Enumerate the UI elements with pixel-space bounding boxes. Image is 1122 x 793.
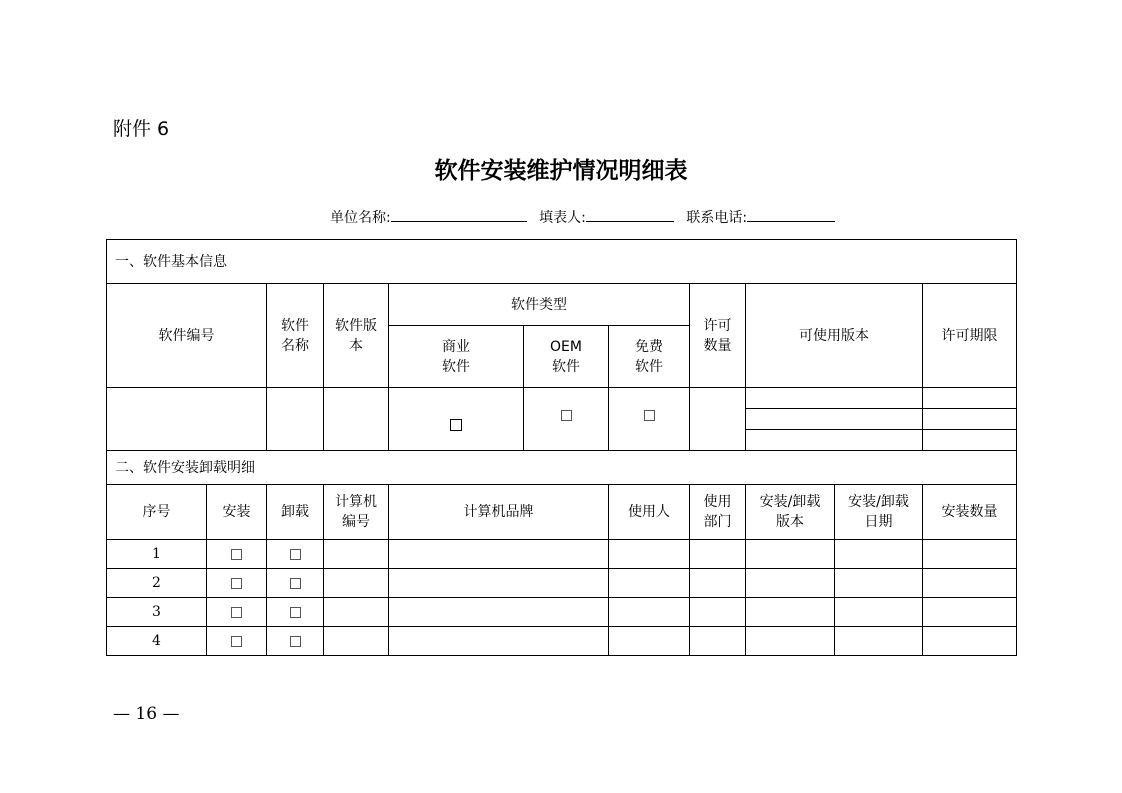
department-text: 使用部门 (703, 494, 732, 530)
cell-install (207, 540, 267, 569)
cell-date[interactable] (835, 569, 923, 598)
commercial-text: 商业软件 (442, 338, 470, 375)
software-version-text: 软件版本 (335, 317, 377, 354)
cell-user[interactable] (609, 627, 690, 656)
cell-computer-no[interactable] (324, 540, 389, 569)
free-checkbox[interactable] (644, 410, 655, 421)
form-info-line (330, 207, 835, 228)
header-computer-brand: 计算机品牌 (389, 485, 609, 540)
section-install-details-label: 二、软件安装卸载明细 (107, 451, 1017, 485)
install-date-text: 安装/卸载日期 (848, 494, 909, 530)
cell-computer-no[interactable] (324, 569, 389, 598)
cell-date[interactable] (835, 627, 923, 656)
cell-computer-brand[interactable] (389, 540, 609, 569)
cell-usable-version-1[interactable] (746, 388, 923, 409)
header-software-name (267, 284, 324, 388)
cell-department[interactable] (690, 627, 746, 656)
header-install: 安装 (207, 485, 267, 540)
software-name-text: 软件名称 (281, 317, 309, 354)
cell-uninstall (267, 569, 324, 598)
cell-commercial (389, 388, 524, 451)
unit-name-label: 单位名称: (330, 210, 391, 226)
uninstall-checkbox[interactable] (290, 549, 301, 560)
cell-version[interactable] (746, 627, 835, 656)
row-seq: 3 (107, 598, 207, 627)
cell-computer-no[interactable] (324, 627, 389, 656)
oem-checkbox[interactable] (561, 410, 572, 421)
header-software-no: 软件编号 (107, 284, 267, 388)
cell-version[interactable] (746, 540, 835, 569)
phone-field[interactable] (747, 207, 835, 222)
cell-uninstall (267, 540, 324, 569)
free-text: 免费软件 (635, 338, 663, 375)
filler-label: 填表人: (539, 210, 586, 226)
cell-department[interactable] (690, 569, 746, 598)
header-oem (524, 326, 609, 388)
cell-free (609, 388, 690, 451)
header-software-version (324, 284, 389, 388)
header-commercial (389, 326, 524, 388)
cell-install (207, 598, 267, 627)
attachment-label: 附件 6 (113, 118, 170, 140)
unit-name-field[interactable] (391, 207, 527, 222)
header-license-qty (690, 284, 746, 388)
cell-usable-version-3[interactable] (746, 430, 923, 451)
cell-department[interactable] (690, 598, 746, 627)
license-qty-text: 许可数量 (703, 317, 732, 354)
cell-user[interactable] (609, 569, 690, 598)
header-install-date (835, 485, 923, 540)
cell-version[interactable] (746, 598, 835, 627)
install-checkbox[interactable] (231, 578, 242, 589)
row-seq: 2 (107, 569, 207, 598)
cell-software-no[interactable] (107, 388, 267, 451)
phone-label: 联系电话: (686, 210, 748, 226)
cell-oem (524, 388, 609, 451)
header-computer-no (324, 485, 389, 540)
page-number: — 16 — (113, 704, 180, 724)
cell-uninstall (267, 598, 324, 627)
cell-computer-brand[interactable] (389, 569, 609, 598)
cell-license-period-2[interactable] (923, 409, 1017, 430)
cell-computer-brand[interactable] (389, 627, 609, 656)
table-row (107, 598, 1017, 627)
cell-version[interactable] (746, 569, 835, 598)
cell-uninstall (267, 627, 324, 656)
cell-install-qty[interactable] (923, 627, 1017, 656)
cell-install-qty[interactable] (923, 569, 1017, 598)
cell-install-qty[interactable] (923, 598, 1017, 627)
cell-software-name[interactable] (267, 388, 324, 451)
header-free (609, 326, 690, 388)
uninstall-checkbox[interactable] (290, 607, 301, 618)
cell-install (207, 627, 267, 656)
header-software-type: 软件类型 (389, 284, 690, 326)
cell-user[interactable] (609, 598, 690, 627)
header-license-period: 许可期限 (923, 284, 1017, 388)
cell-usable-version-2[interactable] (746, 409, 923, 430)
cell-install (207, 569, 267, 598)
install-checkbox[interactable] (231, 607, 242, 618)
table-row (107, 540, 1017, 569)
header-seq: 序号 (107, 485, 207, 540)
software-maintenance-table (106, 239, 1017, 656)
install-checkbox[interactable] (231, 636, 242, 647)
computer-no-text: 计算机编号 (335, 494, 377, 530)
row-seq: 1 (107, 540, 207, 569)
header-install-qty: 安装数量 (923, 485, 1017, 540)
filler-field[interactable] (586, 207, 674, 222)
cell-license-qty[interactable] (690, 388, 746, 451)
cell-license-period-1[interactable] (923, 388, 1017, 409)
oem-text: OEM软件 (550, 338, 582, 375)
header-department (690, 485, 746, 540)
header-uninstall: 卸载 (267, 485, 324, 540)
table-row (107, 627, 1017, 656)
cell-user[interactable] (609, 540, 690, 569)
cell-computer-brand[interactable] (389, 598, 609, 627)
page-title: 软件安装维护情况明细表 (434, 157, 688, 184)
install-version-text: 安装/卸载版本 (759, 494, 821, 530)
cell-computer-no[interactable] (324, 598, 389, 627)
cell-install-qty[interactable] (923, 540, 1017, 569)
cell-date[interactable] (835, 598, 923, 627)
section-basic-info-label: 一、软件基本信息 (107, 240, 1017, 284)
cell-date[interactable] (835, 540, 923, 569)
uninstall-checkbox[interactable] (290, 578, 301, 589)
header-install-version (746, 485, 835, 540)
table-row (107, 569, 1017, 598)
uninstall-checkbox[interactable] (290, 636, 301, 647)
commercial-checkbox[interactable] (450, 419, 462, 431)
row-seq: 4 (107, 627, 207, 656)
header-user: 使用人 (609, 485, 690, 540)
header-usable-version: 可使用版本 (746, 284, 923, 388)
cell-department[interactable] (690, 540, 746, 569)
cell-license-period-3[interactable] (923, 430, 1017, 451)
install-checkbox[interactable] (231, 549, 242, 560)
cell-software-version[interactable] (324, 388, 389, 451)
